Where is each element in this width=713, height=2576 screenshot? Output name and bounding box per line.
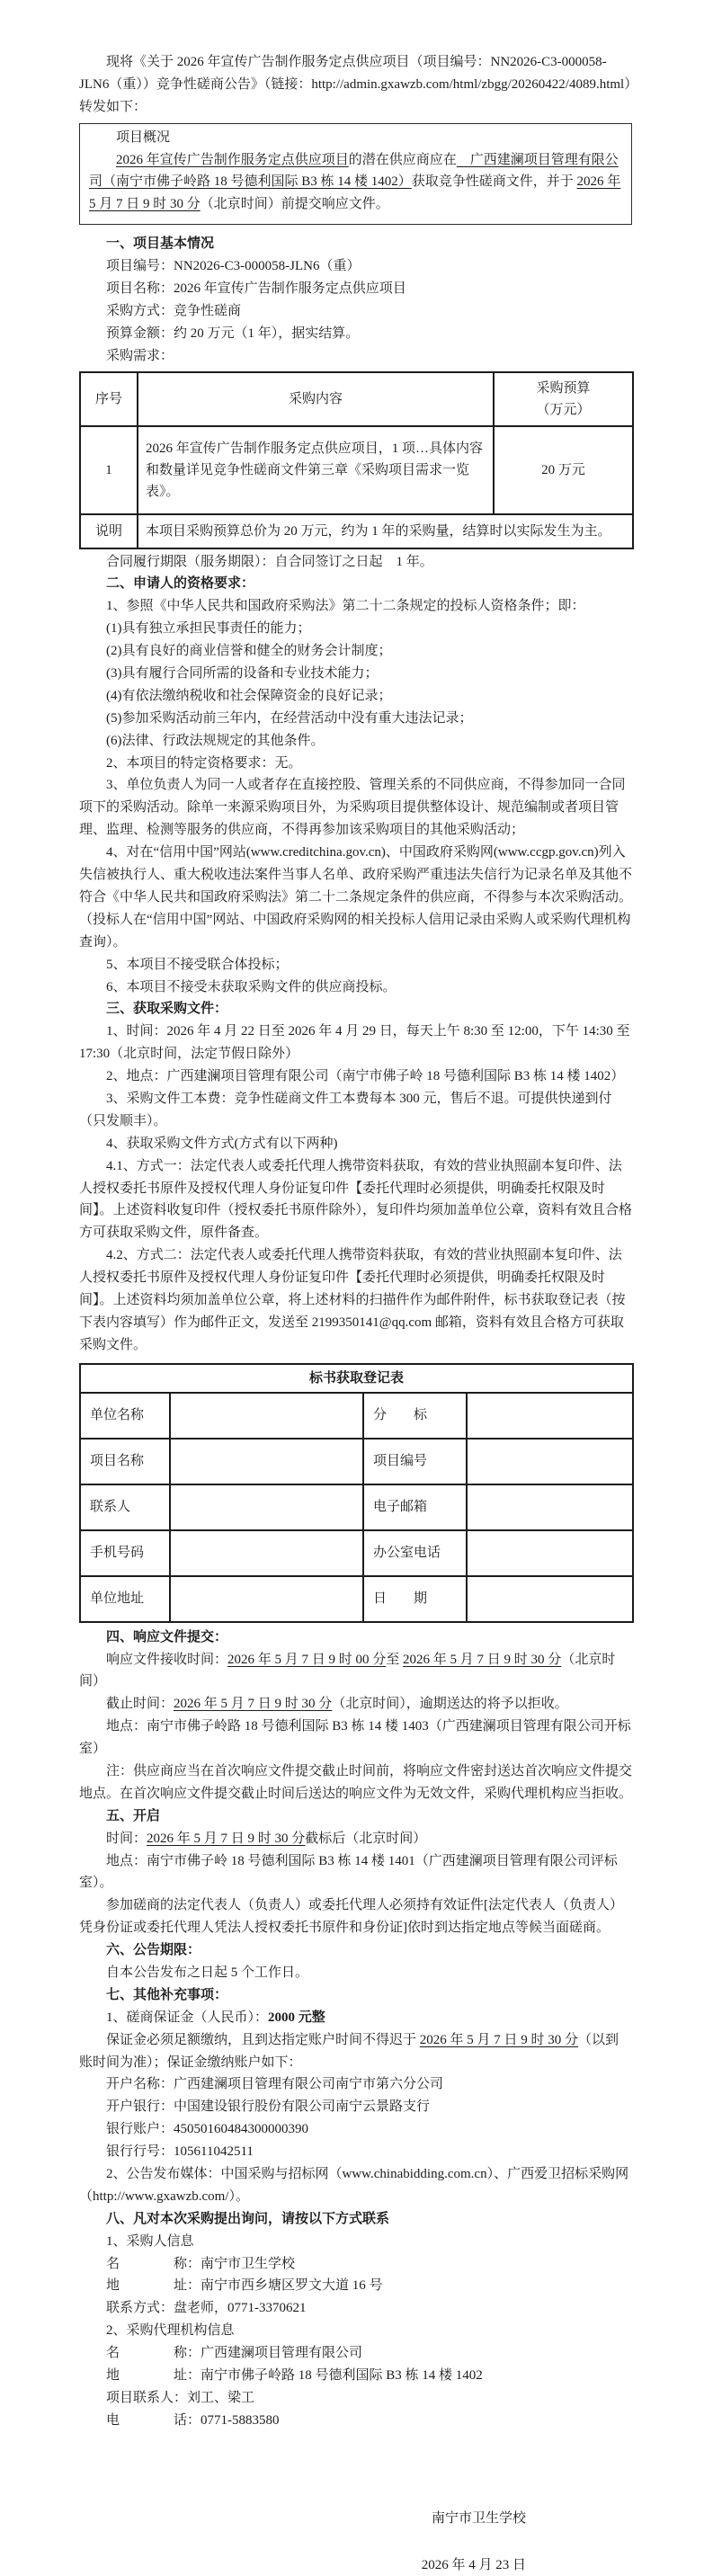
contact-line: 地 址：南宁市佛子岭路 18 号德利国际 B3 栋 14 楼 1402 bbox=[106, 2368, 483, 2384]
opening-text: 截标后（北京时间） bbox=[305, 1831, 427, 1846]
contact-line: 电 话：0771-5883580 bbox=[106, 2412, 280, 2428]
underline-deadline: 2026 年 5 月 7 日 9 时 30 分 bbox=[174, 1697, 333, 1712]
basic-info-line: 采购需求： bbox=[106, 348, 174, 363]
registration-label: 日 期 bbox=[363, 1576, 467, 1622]
registration-row bbox=[80, 1439, 633, 1484]
registration-label: 单位地址 bbox=[80, 1576, 170, 1622]
obtain-item: 1、时间：2026 年 4 月 22 日至 2026 年 4 月 29 日，每天上午 8:30 至 12:00，下午 14:30 至 17:30（北京时间，法定节假日除外） bbox=[79, 1024, 630, 1062]
procurement-table-header-row bbox=[80, 372, 633, 426]
obtain-item: 2、地点：广西建澜项目管理有限公司（南宁市佛子岭 18 号德利国际 B3 栋 14 楼 1402） bbox=[106, 1069, 625, 1084]
obtain-item: 3、采购文件工本费：竞争性磋商文件工本费每本 300 元，售后不退。可提供快递到付（只发顺丰）。 bbox=[79, 1091, 612, 1128]
opening-attend-paragraph: 参加磋商的法定代表人（负责人）或委托代理人必须持有效证件[法定代表人（负责人）凭身份证或委托代理人凭法人授权委托书原件和身份证]依时到达指定地点等候当面磋商。 bbox=[79, 1898, 623, 1936]
col-header-content: 采购内容 bbox=[138, 372, 494, 426]
registration-blank-cell bbox=[170, 1484, 363, 1530]
contract-term-line: 合同履行期限（服务期限）：自合同签订之日起 1 年。 bbox=[106, 554, 433, 569]
supplement-text: 保证金必须足额缴纳，且到达指定账户时间不得迟于 bbox=[106, 2032, 420, 2047]
qualification-item: 1、参照《中华人民共和国政府采购法》第二十二条规定的投标人资格条件；即： bbox=[106, 599, 585, 614]
contact-line: 1、采购人信息 bbox=[106, 2233, 194, 2249]
registration-blank-cell bbox=[467, 1484, 633, 1530]
registration-label: 办公室电话 bbox=[363, 1530, 467, 1576]
registration-label: 项目编号 bbox=[363, 1439, 467, 1484]
supplement-text: （以到账时间为准）；保证金缴纳账户如下： bbox=[79, 2032, 619, 2070]
registration-blank-cell bbox=[170, 1530, 363, 1576]
qualification-item: (1)具有独立承担民事责任的能力； bbox=[106, 621, 311, 637]
overview-text: 获取竞争性磋商文件，并于 bbox=[411, 174, 577, 190]
section-heading-submission: 四、响应文件提交： bbox=[106, 1629, 228, 1645]
submission-receive-line bbox=[79, 1649, 632, 1694]
registration-label: 单位名称 bbox=[80, 1393, 170, 1439]
col-header-budget-line1: 采购预算 bbox=[536, 380, 591, 396]
cell-note-label: 说明 bbox=[80, 514, 138, 548]
obtain-item: 4.1、方式一：法定代表人或委托代理人携带资料获取，有效的营业执照副本复印件、法人授权委托书原件及授权代理人身份证复印件【委托代理时必须提供，明确委托权限及时间】。上述资料收复印件（授权委托书原件除外），复印件均须加盖单位公章，资料有效且合格方可获取采购文件，原件备查。 bbox=[79, 1158, 633, 1241]
cell-budget: 20 万元 bbox=[494, 426, 633, 514]
signature-org: 南宁市卫生学校 bbox=[431, 2510, 526, 2526]
qualification-item: 5、本项目不接受联合体投标； bbox=[106, 957, 289, 972]
section-heading-obtain-documents: 三、获取采购文件： bbox=[106, 1002, 228, 1017]
qualification-item: 2、本项目的特定资格要求：无。 bbox=[106, 755, 302, 771]
underline-receive-start: 2026 年 5 月 7 日 9 时 00 分 bbox=[227, 1652, 387, 1667]
registration-blank-cell bbox=[170, 1393, 363, 1439]
registration-row bbox=[80, 1576, 633, 1622]
section-heading-basic-info: 一、项目基本情况 bbox=[106, 236, 215, 252]
underline-receive-end: 2026 年 5 月 7 日 9 时 30 分 bbox=[403, 1652, 562, 1667]
registration-label: 联系人 bbox=[80, 1484, 170, 1530]
section-heading-qualification: 二、申请人的资格要求： bbox=[106, 576, 255, 592]
account-line: 银行账户：45050160484300000390 bbox=[106, 2122, 309, 2137]
overview-paragraph bbox=[89, 149, 622, 217]
basic-info-line: 预算金额：约 20 万元（1 年），据实结算。 bbox=[106, 325, 360, 341]
underline-opening-time: 2026 年 5 月 7 日 9 时 30 分 bbox=[147, 1831, 306, 1846]
qualification-item: (2)具有良好的商业信誉和健全的财务会计制度； bbox=[106, 644, 392, 659]
supplement-deposit-line bbox=[79, 2007, 632, 2029]
deposit-amount: 2000 元整 bbox=[268, 2010, 325, 2025]
registration-blank-cell bbox=[170, 1439, 363, 1484]
qualification-item: 3、单位负责人为同一人或者存在直接控股、管理关系的不同供应商，不得参加同一合同项下的采购活动。除单一来源采购项目外，为采购项目提供整体设计、规范编制或者项目管理、监理、检测等服务的供应商，不得再参加该采购项目的其他采购活动； bbox=[79, 778, 626, 838]
account-line: 银行行号：105611042511 bbox=[106, 2144, 254, 2160]
overview-text: （北京时间）前提交响应文件。 bbox=[200, 197, 389, 212]
overview-text: 的潜在供应商应在 bbox=[348, 152, 457, 167]
registration-table bbox=[79, 1363, 634, 1623]
procurement-table bbox=[79, 371, 634, 549]
signature-block bbox=[79, 2508, 632, 2576]
media-line: 2、公告发布媒体：中国采购与招标网（www.chinabidding.com.cn）、广西爱卫招标采购网（http://www.gxawzb.com/）。 bbox=[79, 2167, 629, 2204]
section-heading-period: 六、公告期限： bbox=[106, 1943, 201, 1958]
opening-text: 时间： bbox=[106, 1831, 147, 1846]
section-heading-supplement: 七、其他补充事项： bbox=[106, 1987, 228, 2002]
account-line: 开户银行：中国建设银行股份有限公司南宁云景路支行 bbox=[106, 2099, 431, 2115]
contact-line: 名 称：南宁市卫生学校 bbox=[106, 2256, 296, 2271]
registration-label: 手机号码 bbox=[80, 1530, 170, 1576]
registration-row bbox=[80, 1484, 633, 1530]
section-heading-contact: 八、凡对本次采购提出询问，请按以下方式联系 bbox=[106, 2211, 390, 2226]
qualification-item: (5)参加采购活动前三年内，在经营活动中没有重大违法记录； bbox=[106, 710, 473, 726]
cell-note-text: 本项目采购预算总价为 20 万元，约为 1 年的采购量，结算时以实际发生为主。 bbox=[138, 514, 633, 548]
registration-blank-cell bbox=[170, 1576, 363, 1622]
registration-row bbox=[80, 1393, 633, 1439]
registration-table-title: 标书获取登记表 bbox=[80, 1364, 633, 1393]
supplement-pay-line bbox=[79, 2029, 632, 2074]
qualification-item: 6、本项目不接受未获取采购文件的供应商投标。 bbox=[106, 979, 397, 994]
registration-blank-cell bbox=[467, 1530, 633, 1576]
qualification-item: (4)有依法缴纳税收和社会保障资金的良好记录； bbox=[106, 688, 392, 703]
submission-location-line: 地点：南宁市佛子岭路 18 号德利国际 B3 栋 14 楼 1403（广西建澜项目管理有限公司开标室） bbox=[79, 1719, 631, 1757]
submission-text: 截止时间： bbox=[106, 1697, 174, 1712]
submission-deadline-line bbox=[79, 1693, 632, 1716]
submission-note: 注：供应商应当在首次响应文件提交截止时间前，将响应文件密封送达首次响应文件提交地点。在首次响应文件提交截止时间后送达的响应文件为无效文件，采购代理机构应当拒收。 bbox=[79, 1763, 633, 1801]
contact-line: 项目联系人：刘工、梁工 bbox=[106, 2390, 255, 2405]
submission-text: （北京时间），逾期送达的将予以拒收。 bbox=[332, 1697, 568, 1712]
contact-line: 名 称：广西建澜项目管理有限公司 bbox=[106, 2346, 363, 2361]
obtain-item: 4.2、方式二：法定代表人或委托代理人携带资料获取，有效的营业执照副本复印件、法人授权委托书原件及授权代理人身份证复印件【委托代理时必须提供，明确委托权限及时间】。上述资料均须加盖单位公章，将上述材料的扫描件作为邮件附件，标书获取登记表（按下表内容填写）作为邮件正文，发送至 2199350141@qq.com 邮箱，资料有效且合格方可获取采购文件。 bbox=[79, 1248, 626, 1352]
section-heading-opening: 五、开启 bbox=[106, 1808, 161, 1823]
account-line: 开户名称：广西建澜项目管理有限公司南宁市第六分公司 bbox=[106, 2077, 444, 2092]
registration-blank-cell bbox=[467, 1439, 633, 1484]
opening-time-line bbox=[79, 1828, 632, 1850]
submission-text: 至 bbox=[386, 1652, 404, 1667]
registration-blank-cell bbox=[467, 1393, 633, 1439]
cell-content: 2026 年宣传广告制作服务定点供应项目，1 项…具体内容和数量详见竞争性磋商文件第三章《采购项目需求一览表》。 bbox=[138, 426, 494, 514]
contact-line: 地 址：南宁市西乡塘区罗文大道 16 号 bbox=[106, 2278, 383, 2294]
intro-paragraph: 现将《关于 2026 年宣传广告制作服务定点供应项目（项目编号：NN2026-C3-000058-JLN6（重））竞争性磋商公告》（链接：http://admin.gxawzb.com/html/zbgg/20260422/4089.html）转发如下： bbox=[79, 55, 631, 114]
basic-info-line: 项目名称：2026 年宣传广告制作服务定点供应项目 bbox=[106, 281, 406, 297]
project-overview-box bbox=[79, 123, 632, 226]
cell-serial: 1 bbox=[80, 426, 138, 514]
submission-text: 响应文件接收时间： bbox=[106, 1652, 228, 1667]
opening-location-line: 地点：南宁市佛子岭 18 号德利国际 B3 栋 14 楼 1401（广西建澜项目管理有限公司评标室）。 bbox=[79, 1853, 618, 1891]
underline-submit-deadline: 2026 年 5 月 7 日 9 时 30 分 bbox=[89, 174, 621, 212]
obtain-item: 4、获取采购文件方式(方式有以下两种) bbox=[106, 1136, 338, 1151]
signature-date: 2026 年 4 月 23 日 bbox=[421, 2557, 526, 2572]
underline-agency-address: 广西建澜项目管理有限公司（南宁市佛子岭路 18 号德利国际 B3 栋 14 楼 1402） bbox=[89, 152, 619, 190]
registration-row bbox=[80, 1530, 633, 1576]
procurement-table-row bbox=[80, 426, 633, 514]
col-header-serial: 序号 bbox=[80, 372, 138, 426]
contact-line: 联系方式：盘老师，0771-3370621 bbox=[106, 2301, 307, 2316]
registration-label: 项目名称 bbox=[80, 1439, 170, 1484]
submission-text: （北京时间） bbox=[79, 1652, 616, 1689]
period-body: 自本公告发布之日起 5 个工作日。 bbox=[106, 1965, 309, 1980]
col-header-budget bbox=[494, 372, 633, 426]
qualification-item: 4、对在“信用中国”网站(www.creditchina.gov.cn)、中国政府采购网(www.ccgp.gov.cn)列入失信被执行人、重大税收违法案件当事人名单、政府采购严重违法失信行为记录名单及其他不符合《中华人民共和国政府采购法》第二十二条规定条件的供应商，不得参与本次采购活动。（投标人在“信用中国”网站、中国政府采购网的相关投标人信用记录由采购人或采购代理机构查询）。 bbox=[79, 845, 633, 949]
registration-blank-cell bbox=[467, 1576, 633, 1622]
procurement-table-note-row bbox=[80, 514, 633, 548]
registration-label: 分 标 bbox=[363, 1393, 467, 1439]
contact-line: 2、采购代理机构信息 bbox=[106, 2323, 235, 2339]
basic-info-line: 采购方式：竞争性磋商 bbox=[106, 303, 242, 318]
qualification-item: (3)具有履行合同所需的设备和专业技术能力； bbox=[106, 666, 379, 682]
registration-title-row bbox=[80, 1364, 633, 1393]
underline-project-name: 2026 年宣传广告制作服务定点供应项目 bbox=[116, 152, 349, 167]
qualification-item: (6)法律、行政法规规定的其他条件。 bbox=[106, 733, 325, 748]
overview-title: 项目概况 bbox=[116, 129, 171, 145]
basic-info-line: 项目编号：NN2026-C3-000058-JLN6（重） bbox=[106, 259, 361, 274]
supplement-text: 1、磋商保证金（人民币）： bbox=[106, 2010, 269, 2025]
registration-label: 电子邮箱 bbox=[363, 1484, 467, 1530]
col-header-budget-line2: （万元） bbox=[536, 402, 591, 417]
underline-deposit-deadline: 2026 年 5 月 7 日 9 时 30 分 bbox=[419, 2032, 579, 2047]
